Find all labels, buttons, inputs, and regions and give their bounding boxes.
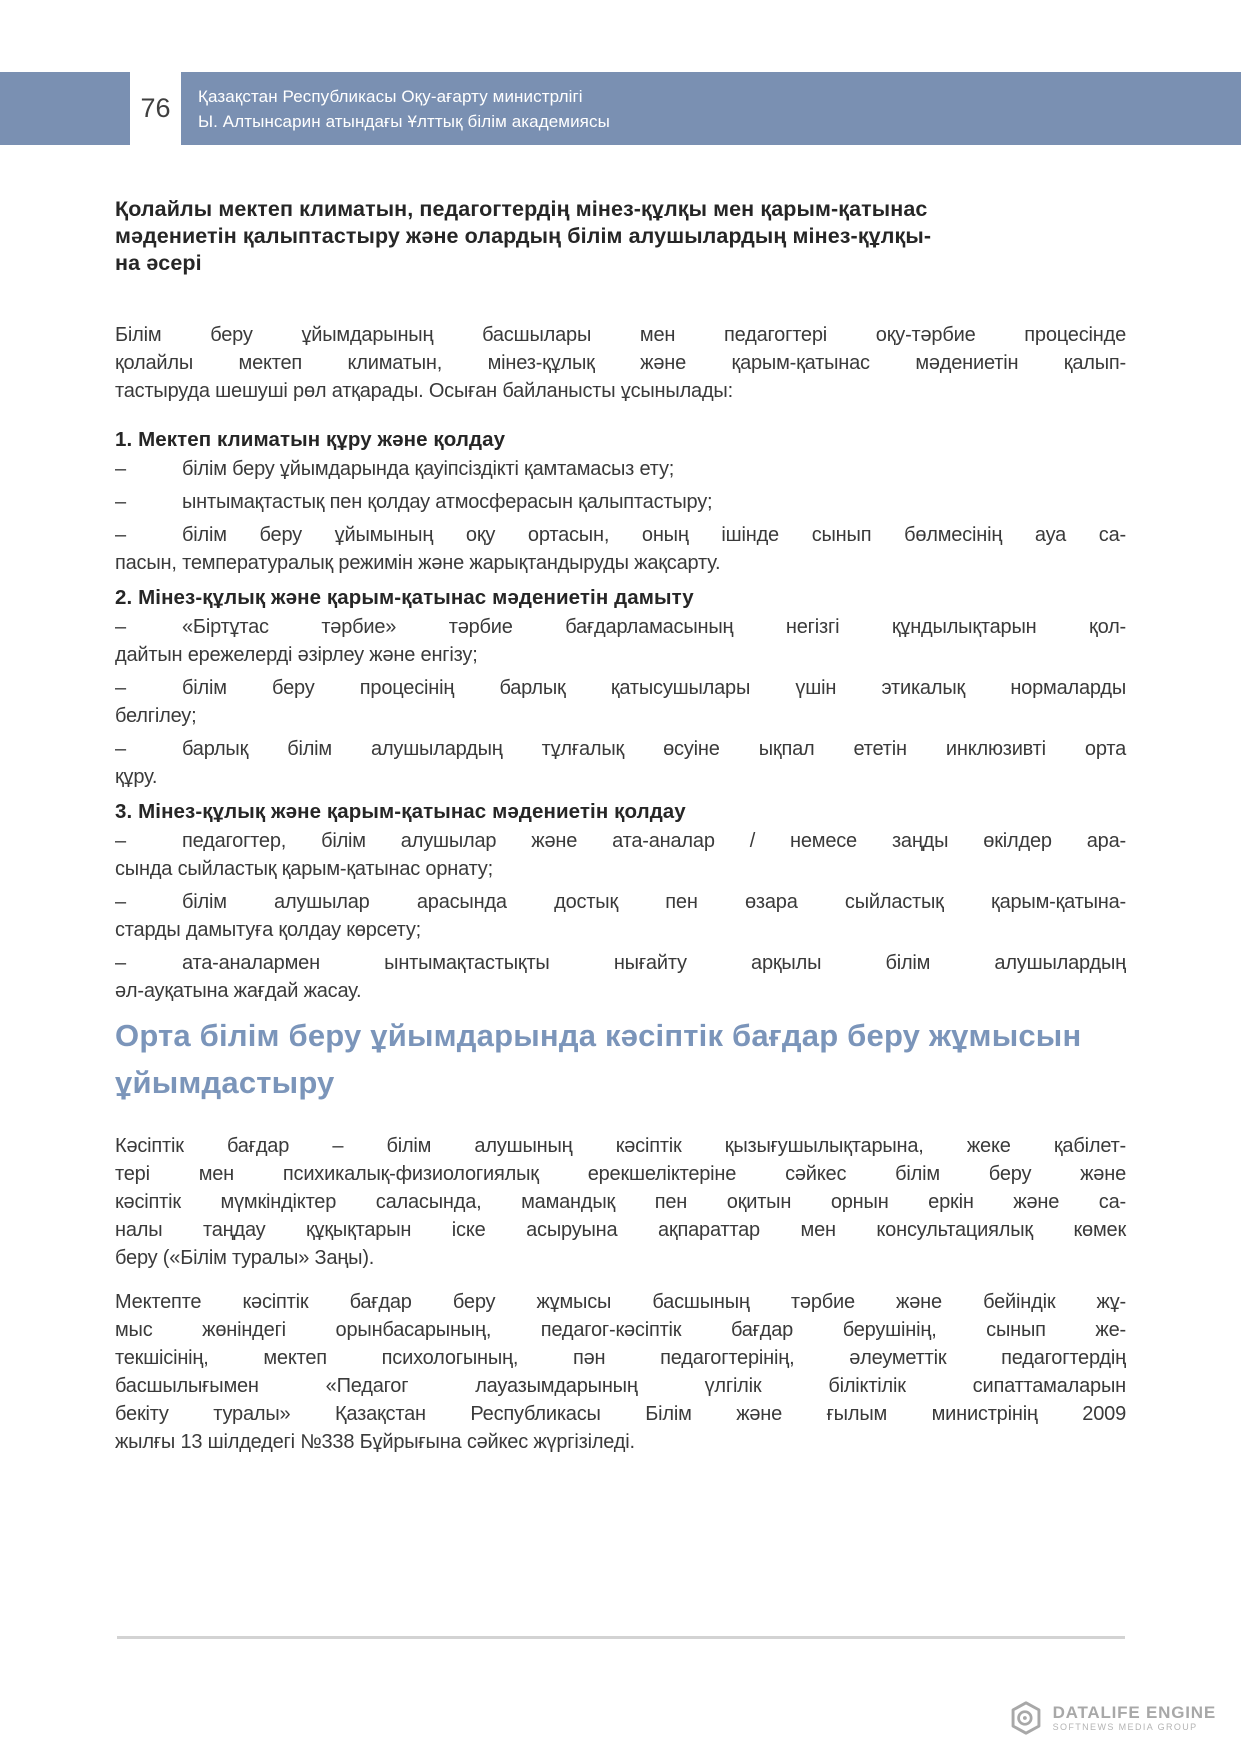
title-line: на әсері: [115, 251, 202, 275]
list-dash: –: [115, 830, 126, 852]
paragraph-line: мыс жөніндегі орынбасарының, педагог-кәсіптік бағдар берушінің, сынып же-: [115, 1319, 1126, 1341]
list-line: дайтын ережелерді әзірлеу және енгізу;: [115, 644, 478, 666]
intro-line: қолайлы мектеп климатын, мінез-құлық және қарым-қатынас мәдениетін қалып-: [115, 352, 1126, 374]
list-line: – «Біртұтас тәрбие» тәрбие бағдарламасының негізгі құндылықтарын қол-: [115, 613, 1126, 641]
intro-line: Білім беру ұйымдарының басшылары мен педагогтері оқу-тәрбие процесінде: [115, 324, 1126, 346]
section-subtitle: [115, 1012, 1126, 1106]
brand-subtitle: SOFTNEWS MEDIA GROUP: [1052, 1722, 1198, 1732]
list-dash: –: [115, 524, 126, 546]
list-item: [115, 455, 1126, 483]
list-line: – ынтымақтастық пен қолдау атмосферасын қалыптастыру;: [115, 488, 1126, 516]
paragraph-line: жылғы 13 шілдедегі №338 Бұйрығына сәйкес жүргізіледі.: [115, 1431, 635, 1453]
lower-paragraphs: [115, 1132, 1126, 1456]
page-number: 76: [130, 72, 181, 145]
ministry-line-2: Ы. Алтынсарин атындағы Ұлттық білім академиясы: [198, 111, 610, 131]
paragraph-line: Мектепте кәсіптік бағдар беру жұмысы басшының тәрбие және бейіндік жұ-: [115, 1291, 1126, 1313]
list-item: [115, 488, 1126, 516]
list-item: [115, 949, 1126, 1005]
title-line: мәдениетін қалыптастыру және олардың білім алушылардың мінез-құлқы-: [115, 224, 932, 248]
section-heading: 2. Мінез-құлық және қарым-қатынас мәдениетін дамыту: [115, 586, 694, 609]
paragraph-line: Кәсіптік бағдар – білім алушының кәсіптік қызығушылықтарына, жеке қабілет-: [115, 1135, 1126, 1157]
list-dash: –: [115, 952, 126, 974]
body-paragraph: [115, 1288, 1126, 1456]
section-heading: 1. Мектеп климатын құру және қолдау: [115, 428, 506, 451]
subtitle-line: ұйымдастыру: [115, 1065, 335, 1100]
section-heading: 3. Мінез-құлық және қарым-қатынас мәдениетін қолдау: [115, 800, 686, 823]
article-upper: [115, 196, 1126, 1010]
title-line: Қолайлы мектеп климатын, педагогтердің мінез-құлқы мен қарым-қатынас: [115, 197, 928, 221]
list-line: – ата-аналармен ынтымақтастықты нығайту арқылы білім алушылардың: [115, 949, 1126, 977]
list-item: [115, 674, 1126, 730]
sections-container: [115, 425, 1126, 1005]
list-dash: –: [115, 458, 126, 480]
article-lower: [115, 1012, 1126, 1472]
list-dash: –: [115, 616, 126, 638]
list-line: – барлық білім алушылардың тұлғалық өсуіне ықпал ететін инклюзивті орта: [115, 735, 1126, 763]
list-line: старды дамытуға қолдау көрсету;: [115, 919, 422, 941]
list-line: – білім алушылар арасында достық пен өзара сыйластық қарым-қатына-: [115, 888, 1126, 916]
footer-divider: [117, 1636, 1125, 1639]
header-accent-block: [0, 72, 130, 145]
article-title: [115, 196, 1126, 277]
list-line: – білім беру процесінің барлық қатысушылары үшін этикалық нормаларды: [115, 674, 1126, 702]
page-header: [0, 72, 1241, 145]
list-line: – педагогтер, білім алушылар және ата-аналар / немесе заңды өкілдер ара-: [115, 827, 1126, 855]
list-dash: –: [115, 677, 126, 699]
intro-paragraph: [115, 321, 1126, 405]
header-bar: [181, 72, 1241, 145]
paragraph-line: басшылығымен «Педагог лауазымдарының үлгілік біліктілік сипаттамаларын: [115, 1375, 1126, 1397]
paragraph-line: бекіту туралы» Қазақстан Республикасы Білім және ғылым министрінің 2009: [115, 1403, 1126, 1425]
subtitle-line: Орта білім беру ұйымдарында кәсіптік бағдар беру жұмысын: [115, 1018, 1082, 1053]
body-paragraph: [115, 1132, 1126, 1272]
datalife-engine-logo-icon: [1008, 1700, 1044, 1736]
footer-brand: [1008, 1700, 1216, 1736]
list-line: – білім беру ұйымдарында қауіпсіздікті қамтамасыз ету;: [115, 455, 1126, 483]
paragraph-line: беру («Білім туралы» Заңы).: [115, 1247, 375, 1269]
paragraph-line: кәсіптік мүмкіндіктер саласында, мамандық пен оқитын орнын еркін және са-: [115, 1191, 1126, 1213]
list-item: [115, 521, 1126, 577]
list-item: [115, 827, 1126, 883]
intro-line: тастыруда шешуші рөл атқарады. Осыған байланысты ұсынылады:: [115, 380, 733, 402]
list-line: сында сыйластық қарым-қатынас орнату;: [115, 858, 493, 880]
list-item: [115, 888, 1126, 944]
ministry-line-1: Қазақстан Республикасы Оқу-ағарту министрлігі: [198, 86, 583, 106]
list-dash: –: [115, 891, 126, 913]
list-dash: –: [115, 491, 126, 513]
list-line: пасын, температуралық режимін және жарықтандыруды жақсарту.: [115, 552, 721, 574]
list-line: – білім беру ұйымының оқу ортасын, оның ішінде сынып бөлмесінің ауа са-: [115, 521, 1126, 549]
brand-title: DATALIFE ENGINE: [1052, 1703, 1216, 1722]
paragraph-line: тері мен психикалық-физиологиялық ерекшеліктеріне сәйкес білім беру және: [115, 1163, 1126, 1185]
list-item: [115, 613, 1126, 669]
list-dash: –: [115, 738, 126, 760]
list-line: әл-ауқатына жағдай жасау.: [115, 980, 362, 1002]
list-line: құру.: [115, 766, 158, 788]
paragraph-line: текшісінің, мектеп психологының, пән педагогтерінің, әлеуметтік педагогтердің: [115, 1347, 1126, 1369]
brand-text: [1053, 1703, 1216, 1733]
list-item: [115, 735, 1126, 791]
list-line: белгілеу;: [115, 705, 197, 727]
paragraph-line: налы таңдау құқықтарын іске асыруына ақпараттар мен консультациялық көмек: [115, 1219, 1126, 1241]
